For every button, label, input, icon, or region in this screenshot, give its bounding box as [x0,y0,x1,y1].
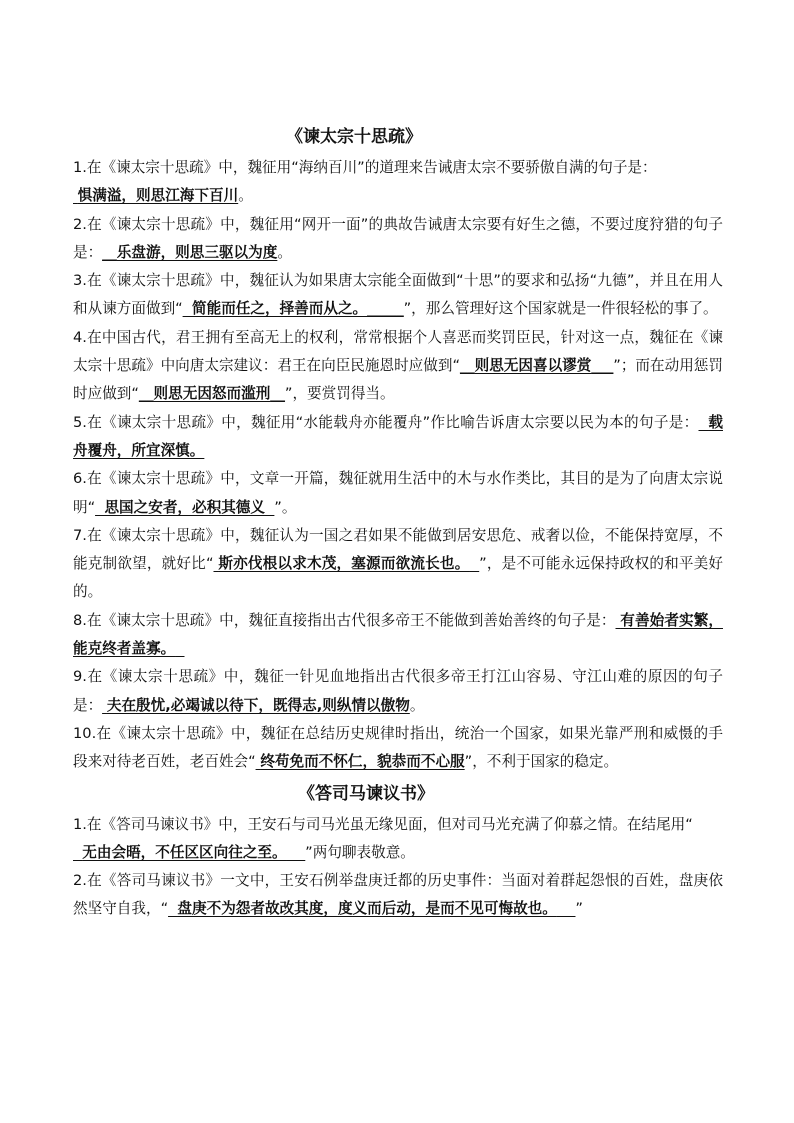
answer-fill: __则思无因喜以谬赏___ [460,357,614,375]
question-1: 1.在《谏太宗十思疏》中，魏征用“海纳百川”的道理来告诫唐太宗不要骄傲自满的句子是： 惧满溢，则思江海下百川。 [73,159,657,205]
question-11: 1.在《答司马谏议书》中，王安石与司马光虽无缘见面，但对司马光充满了仰慕之情。在结尾用“ 无由会晤，不任区区向往之至。 ”两句聊表敬意。 [73,815,693,861]
document-page [73,120,723,924]
answer-fill: 终苟免而不怀仁，貌恭而不心服 [260,753,465,771]
answer-fill: 盘庚不为怨者故改其度，度义而后动，是而不见可悔故也。 [177,900,557,918]
question-6: 6.在《谏太宗十思疏》中，文章一开篇，魏征就用生活中的木与水作类比，其目的是为了向唐太宗说明“ 思国之安者，必积其德义 ”。 [73,470,723,516]
question-text: 10.在《谏太宗十思疏》中，魏征在总结历史规律时指出，统治一个国家，如果光靠严刑和威慑的手段来对待老百姓，老百姓会“ [73,724,723,771]
answer-fill: 斯亦伐根以求木茂，塞源而欲流长也。 [218,555,470,573]
answer-fill: 载舟覆舟，所宜深慎。 [73,413,723,459]
question-text: 1.在《答司马谏议书》中，王安石与司马光虽无缘见面，但对司马光充满了仰慕之情。在结尾用“ [73,815,693,833]
question-text: 4.在中国古代，君王拥有至高无上的权利，常常根据个人喜恶而奖罚臣民，针对这一点，魏征在《谏太宗十思疏》中向唐太宗建议：君王在向臣民施恩时应做到“ [73,328,723,375]
question-text: 8.在《谏太宗十思疏》中，魏征直接指出古代很多帝王不能做到善始善终的句子是： [73,611,616,629]
question-text: 5.在《谏太宗十思疏》中，魏征用“水能载舟亦能覆舟”作比喻告诉唐太宗要以民为本的句子是： [73,413,699,431]
answer-fill: 无由会晤，不任区区向往之至。 [82,843,287,861]
section-title-da-sima: 《答司马谏议书》 [298,783,434,804]
question-3: 3.在《谏太宗十思疏》中，魏征认为如果唐太宗能全面做到“十思”的要求和弘扬“九德”，并且在用人和从谏方面做到“ 简能而任之，择善而从之。_____”，那么管理好这个国家就是一件很轻松的事了。 [73,272,723,318]
question-text: 2.在《答司马谏议书》一文中，王安石例举盘庚迁都的历史事件：当面对着群起怨恨的百姓，盘庚依然坚守自我，“ [73,872,723,918]
question-2: 2.在《谏太宗十思疏》中，魏征用“网开一面”的典故告诫唐太宗要有好生之德，不要过度狩猎的句子是：__乐盘游，则思三驱以为度。 [73,215,723,261]
section-title-jian-taizong: 《谏太宗十思疏》 [286,127,422,147]
question-9: 9.在《谏太宗十思疏》中，魏征一针见血地指出古代很多帝王打江山容易、守江山难的原因的句子是： 夫在殷忧,必竭诚以待下，既得志,则纵情以傲物。 [73,668,723,714]
answer-fill: 有善始者实繁，能克终者盖寡。 [73,611,723,658]
question-text: 1.在《谏太宗十思疏》中，魏征用“海纳百川”的道理来告诫唐太宗不要骄傲自满的句子是： [73,159,657,176]
question-8 [73,607,723,664]
question-5 [73,409,723,466]
question-text: 6.在《谏太宗十思疏》中，文章一开篇，魏征就用生活中的木与水作类比，其目的是为了向唐太宗说明“ [73,470,723,516]
question-4: 4.在中国古代，君王拥有至高无上的权利，常常根据个人喜恶而奖罚臣民，针对这一点，魏征在《谏太宗十思疏》中向唐太宗建议：君王在向臣民施恩时应做到“__则思无因喜以谬赏___”；而在动用惩罚时应做到“__则思无因怒而滥刑__”，要赏罚得当。 [73,328,723,403]
question-12: 2.在《答司马谏议书》一文中，王安石例举盘庚迁都的历史事件：当面对着群起怨恨的百姓，盘庚依然坚守自我，“ 盘庚不为怨者故改其度，度义而后动，是而不见可悔故也。 ” [73,872,723,918]
question-text: 2.在《谏太宗十思疏》中，魏征用“网开一面”的典故告诫唐太宗要有好生之德，不要过度狩猎的句子是： [73,215,723,261]
question-text: 9.在《谏太宗十思疏》中，魏征一针见血地指出古代很多帝王打江山容易、守江山难的原因的句子是： [73,668,723,714]
question-7: 7.在《谏太宗十思疏》中，魏征认为一国之君如果不能做到居安思危、戒奢以俭，不能保持宽厚，不能克制欲望，就好比“ 斯亦伐根以求木茂，塞源而欲流长也。 ”，是不可能永远保持政权的和平美好的。 [73,526,724,601]
question-10: 10.在《谏太宗十思疏》中，魏征在总结历史规律时指出，统治一个国家，如果光靠严刑和威慑的手段来对待老百姓，老百姓会“ 终苟免而不怀仁，貌恭而不心服”，不利于国家的稳定。 [73,724,723,771]
answer-fill-2: __则思无因怒而滥刑__ [138,385,285,403]
answer-fill: 简能而任之，择善而从之。_____ [192,300,404,318]
question-text: 7.在《谏太宗十思疏》中，魏征认为一国之君如果不能做到居安思危、戒奢以俭，不能保持宽厚，不能克制欲望，就好比“ [73,526,723,573]
question-text: 3.在《谏太宗十思疏》中，魏征认为如果唐太宗能全面做到“十思”的要求和弘扬“九德”，并且在用人和从谏方面做到“ [73,272,723,318]
answer-fill: 思国之安者，必积其德义 [104,498,265,516]
answer-fill: 惧满溢，则思江海下百川 [77,187,239,205]
answer-fill: 夫在殷忧,必竭诚以待下，既得志,则纵情以傲物 [106,696,410,714]
answer-fill: __乐盘游，则思三驱以为度 [102,243,278,261]
